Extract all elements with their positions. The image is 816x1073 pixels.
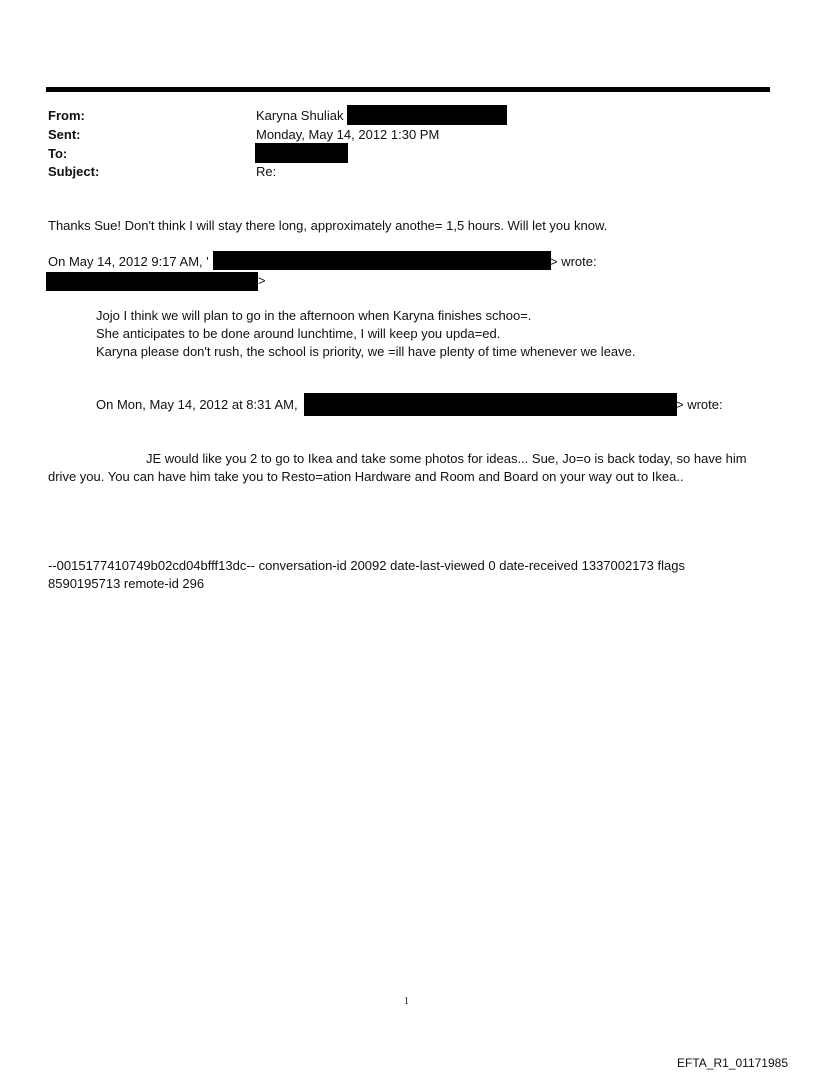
quote1-line-3: Karyna please don't rush, the school is priority, we =ill have plenty of time whenever we leave. [96, 344, 636, 359]
page-number: 1 [404, 996, 409, 1007]
quote2-line-1: JE would like you 2 to go to Ikea and take some photos for ideas... Sue, Jo=o is back today, so have him [146, 451, 747, 466]
quote1-line-2: She anticipates to be done around lunchtime, I will keep you upda=ed. [96, 326, 501, 341]
from-value: Karyna Shuliak [256, 108, 344, 123]
meta-line-2: 8590195713 remote-id 296 [48, 576, 205, 591]
document-id: EFTA_R1_01171985 [677, 1056, 788, 1070]
quote1-line-1: Jojo I think we will plan to go in the afternoon when Karyna finishes schoo=. [96, 308, 532, 323]
quote1-suffix: > wrote: [550, 254, 597, 269]
to-label: To: [48, 146, 68, 161]
quote2-suffix: > wrote: [676, 397, 723, 412]
sent-value: Monday, May 14, 2012 1:30 PM [256, 127, 440, 142]
quote2-line-2: drive you. You can have him take you to Resto=ation Hardware and Room and Board on your way out to Ikea.. [48, 469, 684, 484]
redaction-quote2-sender [304, 393, 677, 416]
meta-line-1: --0015177410749b02cd04bfff13dc-- conversation-id 20092 date-last-viewed 0 date-received 1337002173 flags [48, 558, 685, 573]
from-label: From: [48, 108, 85, 123]
redaction-from-email [347, 105, 507, 125]
redaction-quote1-email [46, 272, 258, 291]
redaction-to [255, 143, 348, 163]
redaction-quote1-sender [213, 251, 551, 270]
header-rule [46, 87, 770, 92]
sent-label: Sent: [48, 127, 81, 142]
quote1-line2-suffix: > [258, 273, 266, 288]
reply-text: Thanks Sue! Don't think I will stay there long, approximately anothe= 1,5 hours. Will let you know. [48, 218, 608, 233]
quote1-prefix: On May 14, 2012 9:17 AM, ' [48, 254, 209, 269]
quote2-prefix: On Mon, May 14, 2012 at 8:31 AM, [96, 397, 298, 412]
subject-value: Re: [256, 164, 277, 179]
subject-label: Subject: [48, 164, 100, 179]
